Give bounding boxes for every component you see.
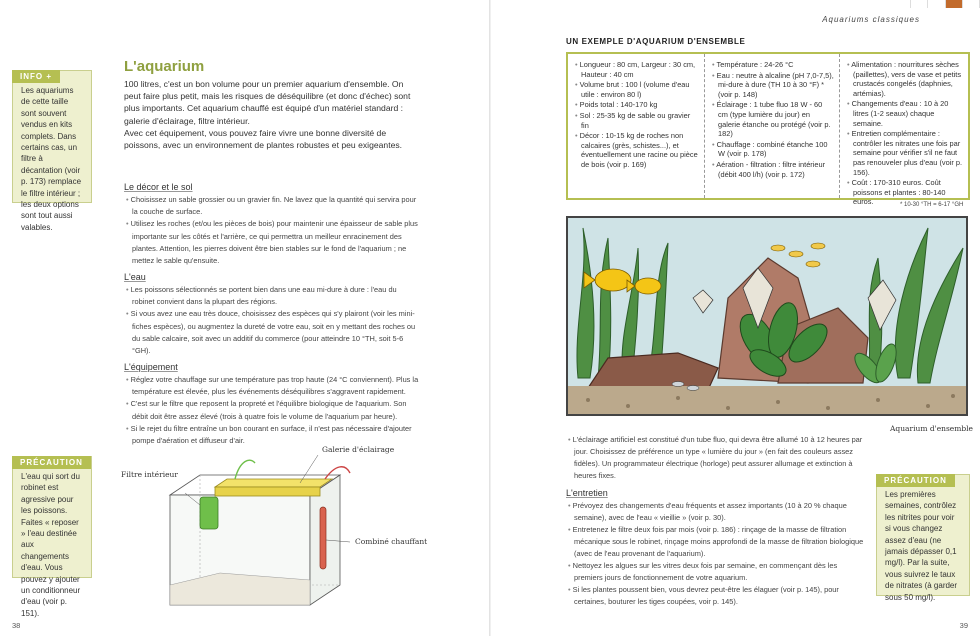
chapter-tab-active	[946, 0, 963, 8]
section-heading: L'eau	[124, 272, 146, 282]
spec-item: • Coût : 170-310 euros. Coût poissons et plantes : 80-140 euros.	[846, 178, 963, 207]
precaution-tag-right: PRÉCAUTION	[876, 474, 955, 487]
section-heading: L'équipement	[124, 362, 178, 372]
footnote: * 10-30 °TH = 6-17 °GH	[900, 202, 964, 208]
figure-label-heater: Combiné chauffant	[355, 537, 428, 546]
list-item: • Nettoyez les algues sur les vitres deux fois par semaine, en commençant dès les premiers jours de fonctionnement de votre aquarium.	[566, 560, 866, 584]
chapter-tab	[963, 0, 980, 8]
list-item: • Réglez votre chauffage sur une température pas trop haute (24 °C conviennent). Plus la température est élevée, plus les événements déséquilibres s'aggravent rapidement.	[124, 374, 420, 398]
spec-item: • Sol : 25-35 kg de sable ou gravier fin	[574, 111, 699, 130]
list-item: • Si vous avez une eau très douce, choisissez des espèces qui s'y plairont (voir les mini-fiches espèces), ou augmentez la dureté de votre eau, soit en y mettant des roches ou du sable calcaire, soit avec un additif du commerce (pour atteindre 10 °TH, soit 5-6 °GH).	[124, 308, 420, 357]
heater-shape	[320, 507, 326, 569]
image-caption: Aquarium d'ensemble	[890, 424, 973, 433]
chapter-tab	[894, 0, 911, 8]
bullet-list	[124, 284, 420, 357]
precaution-text-left: L'eau qui sort du robinet est agressive pour les poissons. Faites « reposer » l'eau destinée aux changements d'eau. Vous pouvez y ajouter un conditionneur d'eau (voir p. 151).	[21, 472, 81, 618]
list-item: • C'est sur le filtre que reposent la propreté et l'équilibre biologique de l'aquarium. Son débit doit être assez élevé (trois à quatre fois le volume de l'aquarium par heure).	[124, 398, 420, 422]
list-item: • Si le rejet du filtre entraîne un bon courant en surface, il n'est pas nécessaire d'ajouter pompe d'aération et diffuseur d'air.	[124, 423, 420, 447]
bullet-list	[124, 194, 420, 267]
bullet-list	[566, 500, 866, 608]
section-heading: Le décor et le sol	[124, 182, 193, 192]
spec-item: • Aération - filtration : filtre intérieur (débit 400 l/h) (voir p. 172)	[711, 160, 834, 179]
page-number-right: 39	[959, 621, 968, 630]
chapter-tab	[911, 0, 928, 8]
spec-item: • Chauffage : combiné étanche 100 W (voir p. 178)	[711, 140, 834, 159]
spec-item: • Alimentation : nourritures sèches (paillettes), vers de vase et petits crustacés congelés (daphnies, artémias).	[846, 60, 963, 98]
running-head: Aquariums classiques	[822, 15, 920, 24]
list-item: • Choisissez un sable grossier ou un gravier fin. Ne lavez que la quantité qui servira pour la couche de surface.	[124, 194, 420, 218]
spec-column	[568, 54, 705, 198]
spec-item: • Décor : 10-15 kg de roches non calcaires (grès, schistes...), et éventuellement une racine ou pièce de bois (voir p. 169)	[574, 131, 699, 169]
lighting-note-list	[566, 434, 866, 482]
list-item: • Prévoyez des changements d'eau fréquents et assez importants (10 à 20 % chaque semaine), avec de l'eau « vieillie » (voir p. 30).	[566, 500, 866, 524]
spec-item: • Eau : neutre à alcaline (pH 7,0-7,5), mi-dure à dure (TH 10 à 30 °F) * (voir p. 148)	[711, 71, 834, 100]
precaution-box-right	[876, 474, 970, 602]
list-item: • L'éclairage artificiel est constitué d'un tube fluo, qui devra être allumé 10 à 12 heures par jour. Choisissez de préférence un type « lumière du jour » (en fait des couleurs assez fidèles). Un programmateur électrique (horloge) peut assurer allumage et extinction à heures fixes.	[566, 434, 866, 482]
spec-item: • Volume brut : 100 l (volume d'eau utile : environ 80 l)	[574, 80, 699, 99]
figure-label-filter: Filtre intérieur	[121, 470, 178, 479]
spec-item: • Changements d'eau : 10 à 20 litres (1-2 seaux) chaque semaine.	[846, 99, 963, 128]
chapter-tab	[928, 0, 945, 8]
bullet-list	[124, 374, 420, 447]
spec-item: • Éclairage : 1 tube fluo 18 W - 60 cm (type lumière du jour) en galerie étanche ou protégé (voir p. 182)	[711, 100, 834, 138]
spec-item: • Longueur : 80 cm, Largeur : 30 cm, Hauteur : 40 cm	[574, 60, 699, 79]
list-item: • Entretenez le filtre deux fois par mois (voir p. 186) : rinçage de la masse de filtration mécanique sous le robinet, rinçage moins approfondi de la masse de filtration biologique (avec de l'eau provenant de l'aquarium).	[566, 524, 866, 560]
lighting-bar-shape	[215, 479, 332, 487]
precaution-tag-left: PRÉCAUTION	[12, 456, 91, 469]
info-text: Les aquariums de cette taille sont souvent vendus en kits complets. Dans certains cas, un filtre à décantation (voir p. 173) remplace le filtre intérieur ; les deux options sont tout aussi valables.	[21, 86, 82, 232]
spec-column	[705, 54, 840, 198]
precaution-box-left	[12, 456, 92, 618]
spec-item: • Entretien complémentaire : contrôler les nitrates une fois par semaine pour vérifier s'il ne faut pas renouveler plus d'eau (voir p. 156).	[846, 129, 963, 177]
list-item: • Utilisez les roches (et/ou les pièces de bois) pour maintenir une épaisseur de sable plus importante sur les côtés et l'arrière, ce qui permettra un meilleur enracinement des plantes. Attention, les pierres doivent être bien stables sur le fond de l'aquarium ; ne mettez le sable qu'ensuite.	[124, 218, 420, 267]
chapter-tab-strip	[894, 0, 980, 8]
filter-shape	[200, 497, 218, 529]
intro-text	[124, 78, 420, 151]
intro-paragraph: 100 litres, c'est un bon volume pour un premier aquarium d'ensemble. On peut faire plus petit, mais les risques de déséquilibre (et donc d'échec) sont plus importants. Cet aquarium chauffé est équipé d'un matériel standard : galerie d'éclairage, filtre intérieur.	[124, 79, 411, 126]
intro-paragraph: Avec cet équipement, vous pouvez faire vivre une bonne diversité de poissons, avec un environnement de plantes robustes et peu exigeantes.	[124, 127, 403, 151]
spec-item: • Température : 24-26 °C	[711, 60, 834, 70]
precaution-text-right: Les premières semaines, contrôlez les nitrites pour voir si vous changez assez d'eau (ne jamais dépasser 0,1 mg/l). Par la suite, vous suivrez le taux de nitrates (à garder sous 50 mg/l).	[885, 490, 958, 602]
info-box	[12, 70, 92, 232]
spec-box-title: UN EXEMPLE D'AQUARIUM D'ENSEMBLE	[566, 37, 746, 46]
equipment-diagram	[160, 445, 400, 615]
list-item: • Si les plantes poussent bien, vous devrez peut-être les élaguer (voir p. 145), pour certaines, bouturer les tiges coupées, voir p. 145).	[566, 584, 866, 608]
page-title: L'aquarium	[124, 58, 205, 75]
spec-item: • Poids total : 140-170 kg	[574, 100, 699, 110]
page-number-left: 38	[12, 621, 21, 630]
aquarium-illustration	[566, 216, 968, 416]
page-gutter	[489, 0, 491, 636]
section-heading: L'entretien	[566, 488, 608, 498]
figure-label-lighting: Galerie d'éclairage	[322, 445, 395, 454]
info-tag: INFO +	[12, 70, 60, 83]
list-item: • Les poissons sélectionnés se portent bien dans une eau mi-dure à dure : l'eau du robinet convient dans la plupart des régions.	[124, 284, 420, 308]
